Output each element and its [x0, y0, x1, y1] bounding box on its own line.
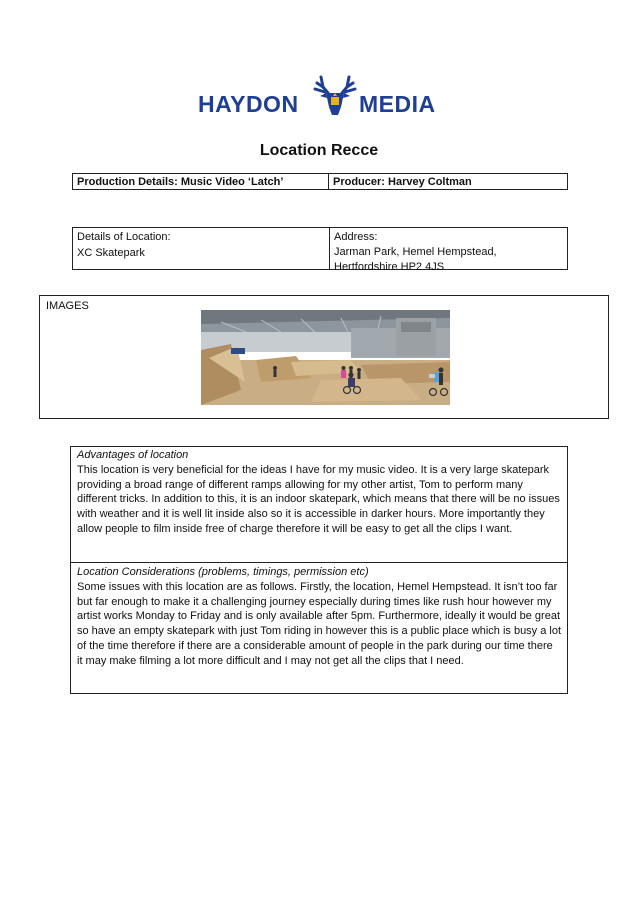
considerations-section [77, 565, 563, 691]
considerations-line: it may make filming a lot more difficult and I may not get all the clips that I need. [77, 654, 464, 667]
considerations-line: so have an empty skatepark with just Tom riding in however this is a public place which is busy a lot [77, 625, 562, 638]
section-divider [71, 562, 567, 563]
location-details-label: Details of Location: [77, 231, 171, 243]
advantages-heading: Advantages of location [77, 449, 189, 461]
producer-label: Producer: Harvey Coltman [333, 176, 472, 188]
advantages-line: providing a broad range of different ramps allowing for my other artist, Tom to perform many [77, 478, 523, 491]
considerations-line: artist works Monday to Friday and is only available after 5pm. Furthermore, ideally it would be great [77, 610, 560, 623]
location-details-table [72, 227, 568, 273]
assessment-table [70, 446, 568, 694]
address-line-2: Hertfordshire HP2 4JS [334, 261, 445, 273]
page-title: Location Recce [259, 142, 379, 159]
location-details-cell [73, 228, 330, 269]
advantages-section [77, 448, 563, 562]
considerations-heading: Location Considerations (problems, timings, permission etc) [77, 566, 369, 578]
considerations-line: of the time therefore if there are a considerable amount of people in the park during our time there [77, 639, 553, 652]
brand-name-left: HAYDON [198, 91, 299, 117]
advantages-line: with weather and it is well lit inside also so it is accessible in darker hours. More importantly they [77, 508, 545, 521]
skatepark-photo [201, 310, 450, 405]
considerations-line: but far enough to make it a challenging journey especially during times like rush hour however my [77, 595, 552, 608]
location-name: XC Skatepark [77, 247, 145, 259]
images-label: IMAGES [46, 300, 89, 312]
production-details-label: Production Details: Music Video ‘Latch’ [73, 174, 329, 189]
brand-name-right: MEDIA [359, 91, 436, 117]
address-line-1: Jarman Park, Hemel Hempstead, [334, 246, 497, 258]
address-label: Address: [334, 231, 378, 243]
advantages-line: This location is very beneficial for the ideas I have for my music video. It is a very large skatepark [77, 463, 549, 476]
stag-head-icon [311, 73, 359, 119]
address-cell [330, 228, 567, 273]
images-section [39, 295, 609, 419]
advantages-line: allow people to film inside free of charge therefore it will be easy to get all the clips I want. [77, 522, 513, 535]
production-details-table [72, 173, 568, 190]
considerations-line: Some issues with this location are as follows. Firstly, the location, Hemel Hempstead. It isn’t too far [77, 580, 558, 593]
advantages-line: different tricks. In addition to this, it is an indoor skatepark, which means that there will be no issues [77, 493, 560, 506]
